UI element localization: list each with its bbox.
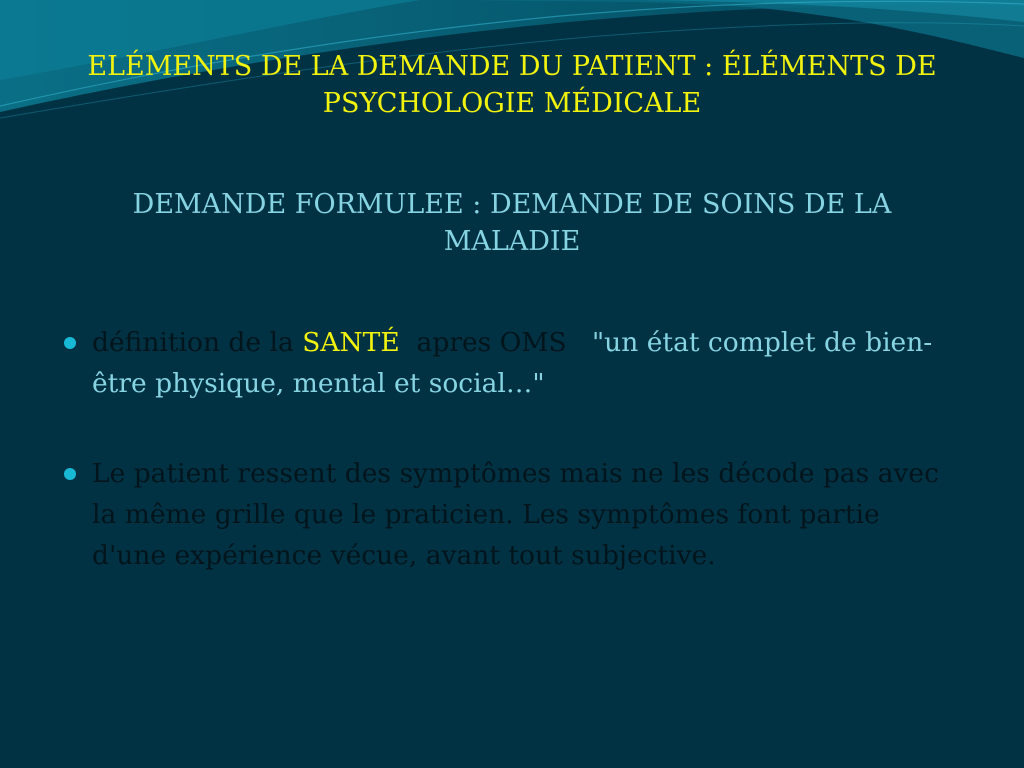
slide-title: ELÉMENTS DE LA DEMANDE DU PATIENT : ÉLÉMENTS DE PSYCHOLOGIE MÉDICALE <box>87 51 937 119</box>
bullet-1-quote: "un état complet de bien-être physique, mental et social…" <box>92 327 933 399</box>
bullet-1-text-source: apres OMS <box>399 327 592 358</box>
bullet-item-patient <box>62 453 942 576</box>
bullet-dot-icon <box>64 337 76 349</box>
bullet-1-text-intro: définition de la <box>92 327 303 358</box>
bullet-1-keyword: SANTÉ <box>302 327 400 358</box>
bullet-item-sante <box>62 322 942 404</box>
slide-subtitle: DEMANDE FORMULEE : DEMANDE DE SOINS DE LA MALADIE <box>132 189 892 257</box>
bullet-list <box>62 322 942 576</box>
bullet-2-text: Le patient ressent des symptômes mais ne les décode pas avec la même grille que le praticien. Les symptômes font partie d'une expérience vécue, avant tout subjective. <box>92 458 939 571</box>
bullet-dot-icon <box>64 468 76 480</box>
